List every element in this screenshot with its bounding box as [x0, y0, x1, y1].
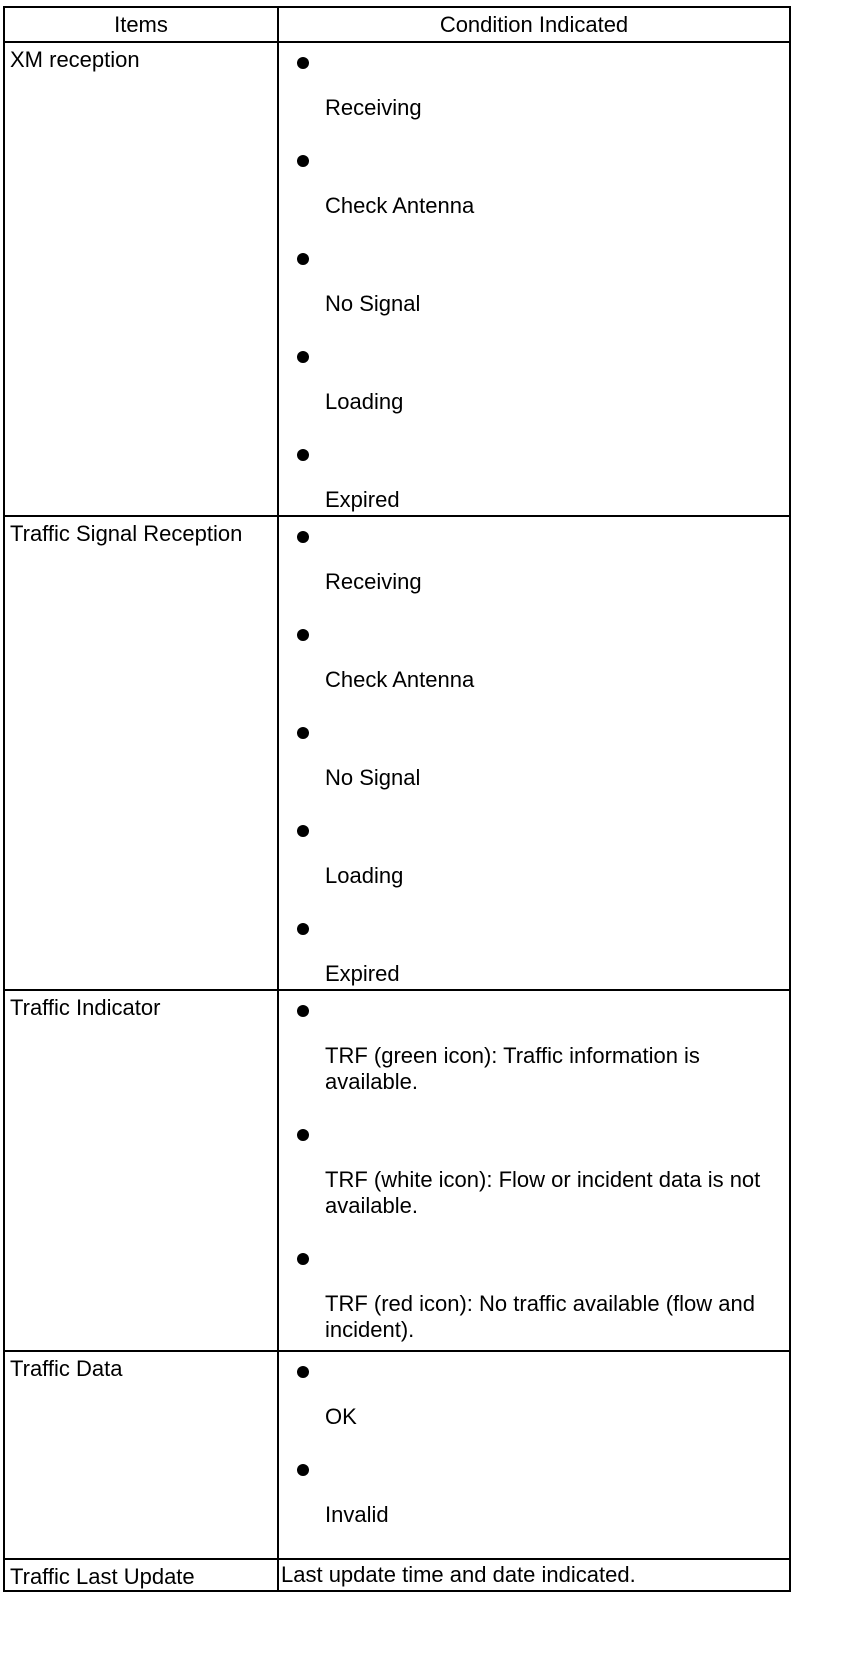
condition-entry	[279, 531, 789, 595]
condition-text: Expired	[325, 487, 400, 512]
bullet-icon	[297, 1129, 309, 1141]
condition-text: OK	[325, 1404, 357, 1429]
condition-list	[278, 990, 790, 1351]
table-row-traffic-signal-reception	[4, 516, 790, 990]
condition-text: Receiving	[325, 569, 422, 594]
condition-text: Last update time and date indicated.	[278, 1559, 790, 1591]
condition-entry	[279, 155, 789, 219]
condition-text: Expired	[325, 961, 400, 986]
table-row-traffic-data	[4, 1351, 790, 1559]
condition-entry	[279, 1253, 789, 1343]
condition-text: Check Antenna	[325, 667, 475, 692]
condition-entry	[279, 629, 789, 693]
condition-entry	[279, 351, 789, 415]
condition-entry	[279, 1464, 789, 1528]
condition-list	[278, 516, 790, 990]
bullet-icon	[297, 923, 309, 935]
condition-entry	[279, 1005, 789, 1095]
bullet-icon	[297, 727, 309, 739]
bullet-icon	[297, 531, 309, 543]
condition-list	[278, 42, 790, 516]
bullet-icon	[297, 1464, 309, 1476]
condition-text: Loading	[325, 863, 404, 888]
condition-entry	[279, 825, 789, 889]
bullet-icon	[297, 57, 309, 69]
bullet-icon	[297, 1366, 309, 1378]
table-row-traffic-indicator	[4, 990, 790, 1351]
header-row	[4, 7, 790, 42]
bullet-icon	[297, 155, 309, 167]
bullet-icon	[297, 629, 309, 641]
bullet-icon	[297, 253, 309, 265]
header-items: Items	[4, 7, 278, 42]
condition-entry	[279, 1129, 789, 1219]
bullet-icon	[297, 449, 309, 461]
condition-text: No Signal	[325, 765, 421, 790]
item-label: Traffic Data	[4, 1351, 278, 1559]
condition-text: Invalid	[325, 1502, 389, 1527]
condition-entry	[279, 923, 789, 987]
condition-text: Receiving	[325, 95, 422, 120]
condition-text: Loading	[325, 389, 404, 414]
condition-text: TRF (red icon): No traffic available (flow and incident).	[325, 1291, 755, 1342]
bullet-icon	[297, 1005, 309, 1017]
condition-entry	[279, 253, 789, 317]
bullet-icon	[297, 351, 309, 363]
item-label: Traffic Signal Reception	[4, 516, 278, 990]
condition-entry	[279, 1366, 789, 1430]
item-label: Traffic Last Update	[4, 1559, 278, 1591]
bullet-icon	[297, 1253, 309, 1265]
status-table	[3, 6, 791, 1592]
table-row-traffic-last-update	[4, 1559, 790, 1591]
condition-list	[278, 1351, 790, 1559]
bullet-icon	[297, 825, 309, 837]
item-label: Traffic Indicator	[4, 990, 278, 1351]
condition-entry	[279, 57, 789, 121]
condition-text: No Signal	[325, 291, 421, 316]
header-condition: Condition Indicated	[278, 7, 790, 42]
condition-entry	[279, 449, 789, 513]
condition-entry	[279, 727, 789, 791]
condition-text: Check Antenna	[325, 193, 475, 218]
condition-text: TRF (green icon): Traffic information is available.	[325, 1043, 700, 1094]
table-row-xm-reception	[4, 42, 790, 516]
condition-text: TRF (white icon): Flow or incident data is not available.	[325, 1167, 761, 1218]
item-label: XM reception	[4, 42, 278, 516]
